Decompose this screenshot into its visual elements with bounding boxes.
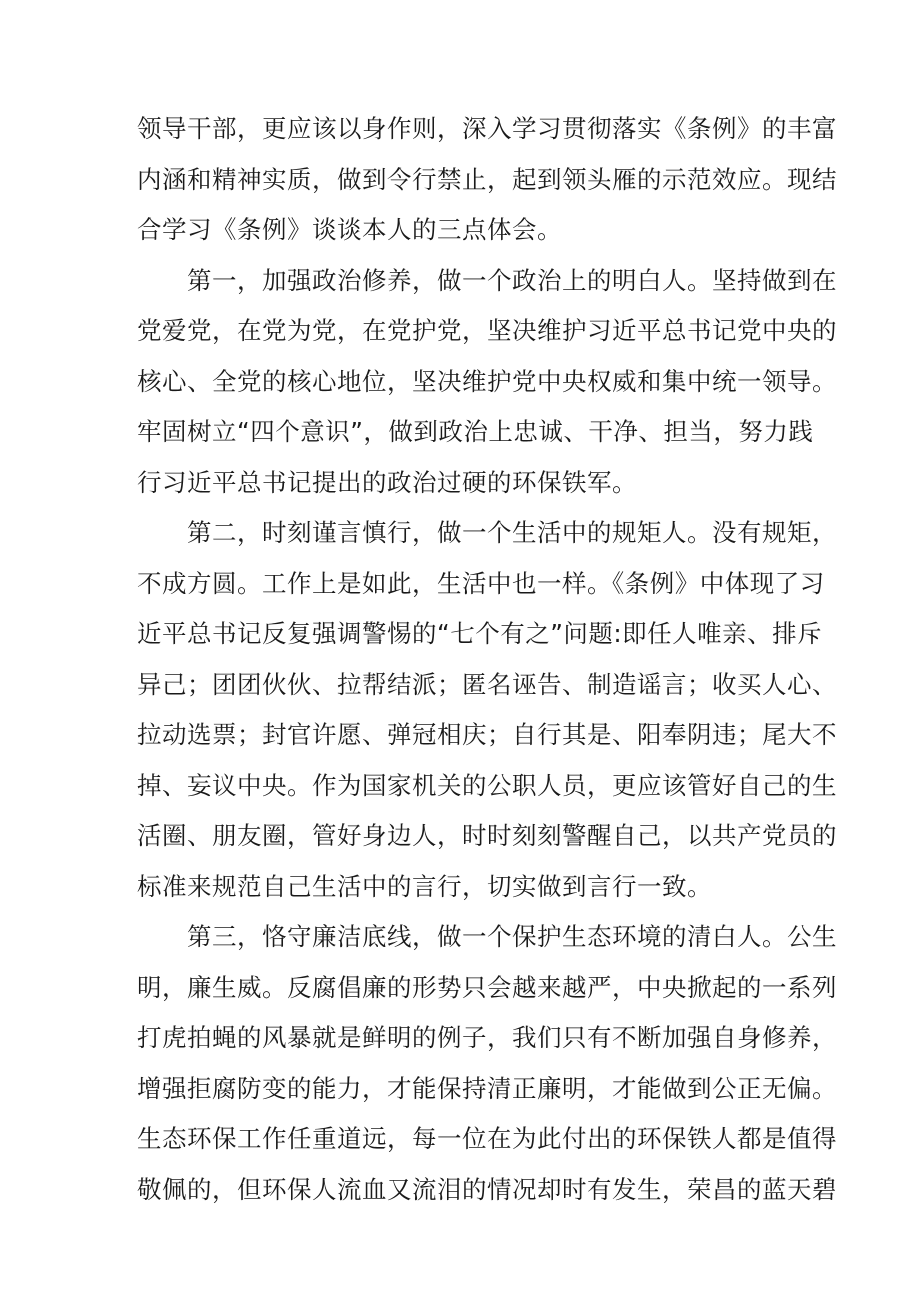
text-line: 核心、全党的核心地位，坚决维护党中央权威和集中统一领导。 [137, 366, 837, 396]
text-line: 领导干部，更应该以身作则，深入学习贯彻落实《条例》的丰富 [137, 114, 837, 143]
text-line: 第二，时刻谨言慎行，做一个生活中的规矩人。没有规矩， [137, 518, 837, 547]
text-line: 增强拒腐防变的能力，才能保持清正廉明，才能做到公正无偏。 [137, 1073, 837, 1103]
text-line: 第一，加强政治修养，做一个政治上的明白人。坚持做到在 [137, 265, 837, 295]
text-line: 内涵和精神实质，做到令行禁止，起到领头雁的示范效应。现结 [137, 164, 837, 194]
text-line: 第三，恪守廉洁底线，做一个保护生态环境的清白人。公生 [137, 922, 837, 951]
text-line: 生态环保工作任重道远，每一位在为此付出的环保铁人都是值得 [137, 1124, 837, 1153]
text-line: 党爱党，在党为党，在党护党，坚决维护习近平总书记党中央的 [137, 316, 837, 345]
text-line: 异己；团团伙伙、拉帮结派；匿名诬告、制造谣言；收买人心、 [137, 669, 837, 699]
text-line: 牢固树立“四个意识”，做到政治上忠诚、干净、担当，努力践 [137, 417, 814, 446]
text-line: 合学习《条例》谈谈本人的三点体会。 [137, 215, 562, 244]
text-line: 活圈、朋友圈，管好身边人，时时刻刻警醒自己，以共产党员的 [137, 821, 837, 850]
text-line: 掉、妄议中央。作为国家机关的公职人员，更应该管好自己的生 [137, 770, 837, 800]
text-line: 敬佩的，但环保人流血又流泪的情况却时有发生，荣昌的蓝天碧 [137, 1174, 837, 1204]
text-line: 标准来规范自己生活中的言行，切实做到言行一致。 [137, 871, 712, 901]
text-line: 拉动选票；封官许愿、弹冠相庆；自行其是、阳奉阴违；尾大不 [137, 720, 837, 749]
text-line: 行习近平总书记提出的政治过硬的环保铁军。 [137, 467, 637, 497]
text-line: 近平总书记反复强调警惕的“七个有之”问题:即任人唯亲、排斥 [137, 619, 823, 648]
text-line: 打虎拍蝇的风暴就是鲜明的例子，我们只有不断加强自身修养， [137, 1023, 837, 1052]
text-line: 不成方圆。工作上是如此，生活中也一样。《条例》中体现了习 [137, 568, 825, 598]
text-line: 明，廉生威。反腐倡廉的形势只会越来越严，中央掀起的一系列 [137, 972, 837, 1002]
document-body [137, 104, 837, 1215]
